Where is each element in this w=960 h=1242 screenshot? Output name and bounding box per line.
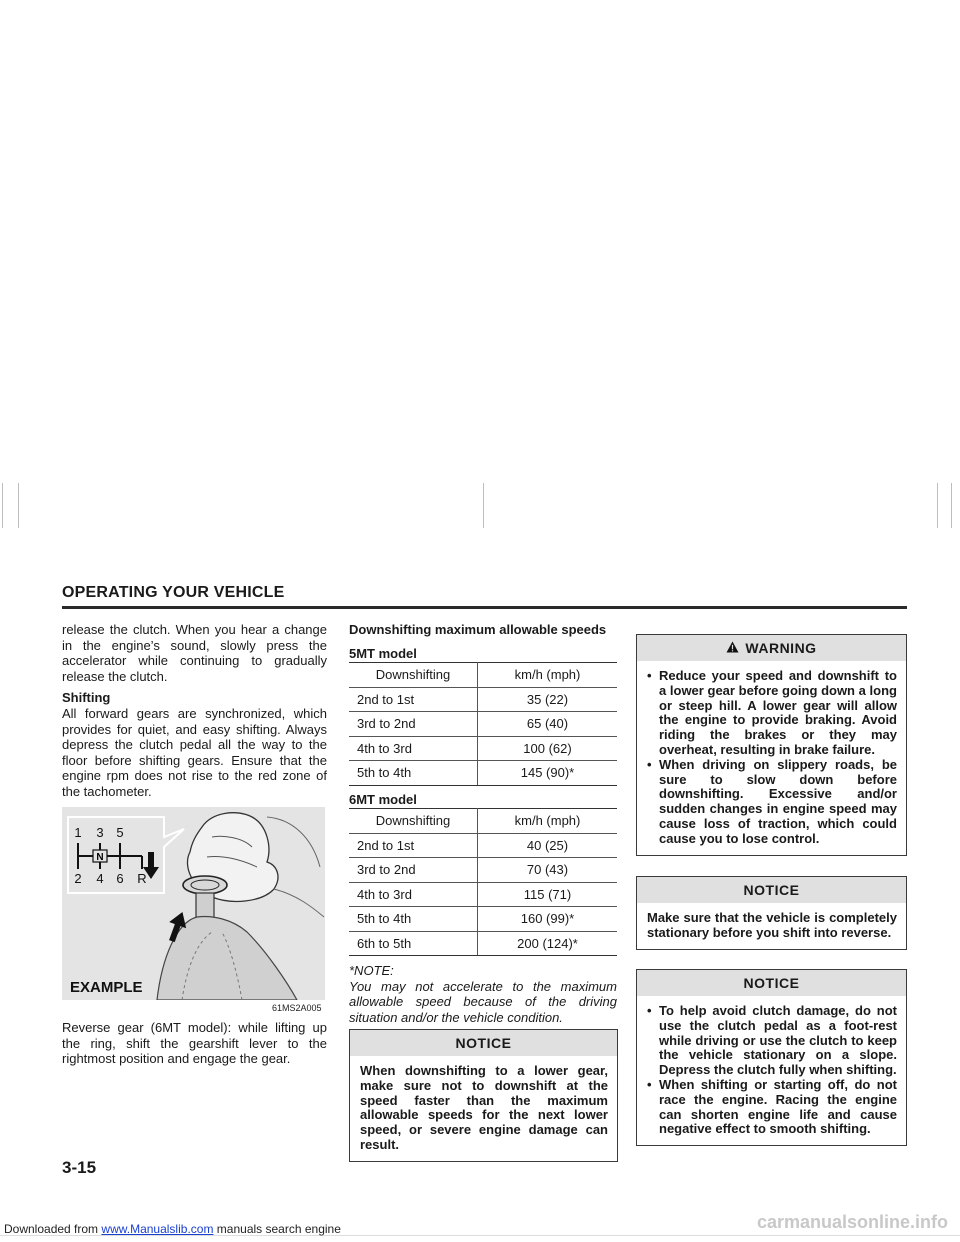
download-footer (4, 1222, 341, 1236)
list-item: • When driving on slippery roads, be sure to slow down before downshifting. Excessive and/or sudden changes in engine speed may cause loss of traction, which could cause you to lose control. (647, 756, 897, 846)
table-5mt-title: 5MT model (349, 645, 417, 661)
table-6mt-title: 6MT model (349, 791, 417, 807)
table-cell: 5th to 4th (349, 761, 478, 786)
notice-heading: NOTICE (637, 877, 906, 903)
table-row (349, 736, 617, 761)
shifting-heading: Shifting (62, 690, 111, 706)
shifting-section (62, 690, 327, 799)
table-cell: 3rd to 2nd (349, 712, 478, 737)
warning-item-text: Reduce your speed and downshift to a lower gear before going down a long or steep hill. A lower gear will allow the engine to provide braking. Avoid riding the brakes or they may overheat, resulting in brake failure. (659, 668, 897, 757)
notice-body: When downshifting to a lower gear, make sure not to downshift at the speed faster than the maximum allowable speeds for the next lower speed, or severe engine damage can result. (360, 1063, 608, 1152)
table-row (349, 858, 617, 883)
crop-mark (951, 483, 952, 528)
intro-paragraph: release the clutch. When you hear a change in the engine’s sound, slowly press the accelerator while continuing to gradually release the clutch. (62, 622, 327, 684)
table-header-cell: km/h (mph) (478, 809, 618, 834)
gear-label: R (137, 871, 147, 886)
footer-suffix: manuals search engine (216, 1222, 341, 1236)
downshift-heading: Downshifting maximum allowable speeds (349, 622, 607, 637)
table-6mt (349, 808, 617, 956)
section-title: OPERATING YOUR VEHICLE (62, 584, 285, 601)
gear-label: 3 (96, 825, 104, 840)
table-cell: 65 (40) (478, 712, 618, 737)
middle-column (349, 622, 617, 1026)
list-item: • When shifting or starting off, do not race the engine. Racing the engine can shorten engine life and cause negative effect to smooth shifting. (647, 1076, 897, 1137)
crop-mark (483, 483, 484, 528)
notice-heading: NOTICE (350, 1030, 617, 1056)
gear-label: 4 (96, 871, 104, 886)
table-cell: 2nd to 1st (349, 687, 478, 712)
table-row (349, 833, 617, 858)
table-cell: 40 (25) (478, 833, 618, 858)
crop-mark (18, 483, 19, 528)
crop-mark (2, 483, 3, 528)
table-cell: 115 (71) (478, 882, 618, 907)
table-row (349, 907, 617, 932)
table-cell: 5th to 4th (349, 907, 478, 932)
notice-body (637, 996, 906, 1145)
reverse-paragraph: Reverse gear (6MT model): while lifting up the ring, shift the gearshift lever to the rightmost position and engage the gear. (62, 1020, 327, 1067)
section-rule (62, 606, 907, 609)
table-cell: 145 (90)* (478, 761, 618, 786)
notice-item-text: When shifting or starting off, do not race the engine. Racing the engine can shorten engine life and cause negative effect to smooth shifting. (659, 1076, 897, 1137)
table-cell: 160 (99)* (478, 907, 618, 932)
gear-label: 6 (116, 871, 124, 886)
gearshift-drawing (62, 807, 325, 1000)
page-number: 3-15 (62, 1158, 97, 1177)
notice-reverse-box (636, 876, 907, 950)
table-row (349, 687, 617, 712)
warning-item-text: When driving on slippery roads, be sure to slow down before downshifting. Excessive and/or sudden changes in engine speed may cause loss of traction, which could cause you to lose control. (659, 756, 897, 846)
table-cell: 4th to 3rd (349, 736, 478, 761)
list-item: • Reduce your speed and downshift to a lower gear before going down a long or steep hill. A lower gear will allow the engine to provide braking. Avoid riding the brakes or they may overheat, resulting in brake failure. (647, 668, 897, 757)
manualslib-link[interactable]: www.Manualslib.com (101, 1222, 214, 1236)
warning-heading-bar (637, 635, 906, 661)
note-text: You may not accelerate to the maximum allowable speed because of the driving situation and/or the vehicle condition. (349, 978, 617, 1026)
warning-body (637, 661, 906, 855)
crop-mark (937, 483, 938, 528)
notice-body: Make sure that the vehicle is completely stationary before you shift into reverse. (647, 910, 897, 940)
gear-label: 1 (74, 825, 82, 840)
table-row (349, 882, 617, 907)
table-cell: 3rd to 2nd (349, 858, 478, 883)
table-row (349, 761, 617, 786)
table-header-cell: Downshifting (349, 663, 478, 688)
warning-box (636, 634, 907, 856)
speed-note (349, 963, 617, 1025)
notice-downshift-box (349, 1029, 618, 1162)
neutral-label: N (96, 852, 104, 863)
table-header-cell: km/h (mph) (478, 663, 618, 688)
gear-label: 5 (116, 825, 124, 840)
shifting-body: All forward gears are synchronized, which provides for quiet, and easy shifting. Always depress the clutch pedal all the way to the floor before shifting gears. Ensure that the engine rpm does not rise to the red zone of the tachometer. (62, 705, 327, 799)
table-cell: 70 (43) (478, 858, 618, 883)
list-item: • To help avoid clutch damage, do not use the clutch pedal as a foot-rest while driving or use the clutch to keep the vehicle stationary on a slope. Depress the clutch fully when shifting. (647, 1003, 897, 1078)
reverse-paragraph-wrap (62, 1020, 327, 1073)
gear-label: 2 (74, 871, 82, 886)
table-row (349, 931, 617, 956)
notice-heading: NOTICE (637, 970, 906, 996)
note-label: *NOTE: (349, 963, 394, 979)
table-5mt (349, 662, 617, 786)
table-cell: 200 (124)* (478, 931, 618, 956)
figure-example-label: EXAMPLE (70, 979, 143, 996)
table-cell: 6th to 5th (349, 931, 478, 956)
warning-heading: WARNING (745, 640, 817, 656)
left-column (62, 622, 327, 806)
table-cell: 4th to 3rd (349, 882, 478, 907)
table-header-cell: Downshifting (349, 809, 478, 834)
gearshift-illustration (62, 807, 325, 1000)
figure-code: 61MS2A005 (272, 1003, 322, 1013)
footer-prefix: Downloaded from (4, 1222, 99, 1236)
warning-triangle-icon (726, 640, 739, 656)
table-row (349, 663, 617, 688)
table-cell: 2nd to 1st (349, 833, 478, 858)
table-cell: 100 (62) (478, 736, 618, 761)
table-cell: 35 (22) (478, 687, 618, 712)
watermark: carmanualsonline.info (756, 1212, 948, 1232)
notice-item-text: To help avoid clutch damage, do not use the clutch pedal as a foot-rest while driving or use the clutch to keep the vehicle stationary on a slope. Depress the clutch fully when shifting. (659, 1003, 897, 1078)
notice-clutch-box (636, 969, 907, 1146)
table-row (349, 809, 617, 834)
table-row (349, 712, 617, 737)
